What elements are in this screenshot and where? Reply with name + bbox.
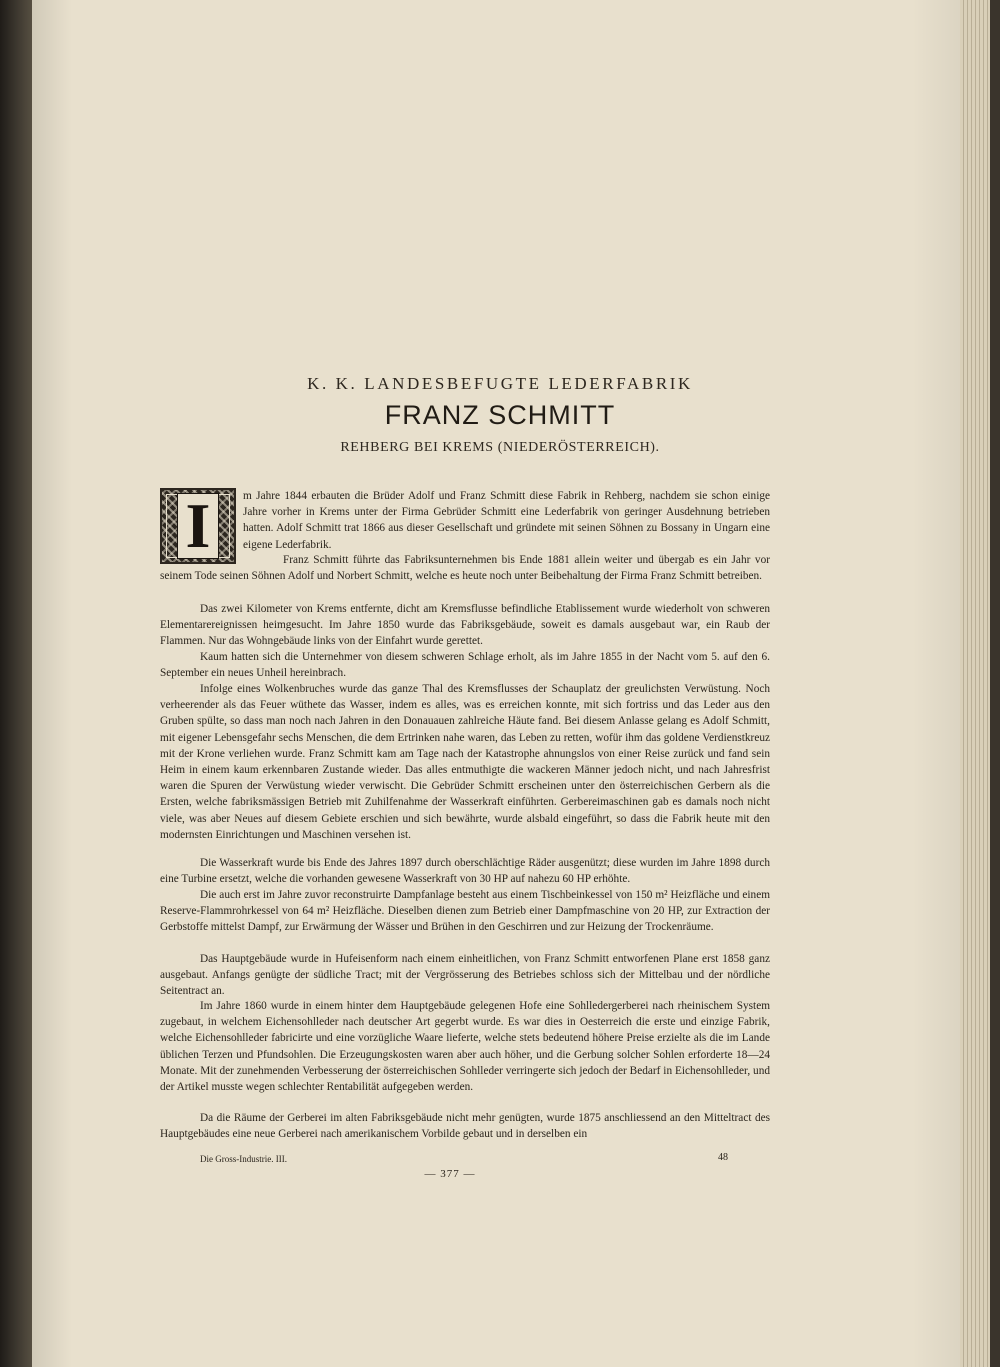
- company-supertitle: K. K. LANDESBEFUGTE LEDERFABRIK: [307, 374, 693, 393]
- book-spine: [0, 0, 34, 1367]
- paragraph-6: Die Wasserkraft wurde bis Ende des Jahres 1897 durch oberschlächtige Räder ausgenützt; diese wurden im Jahre 1898 durch eine Turbine ersetzt, welche die vorhanden gewesene Wasserkraft von 30 HP auf nahezu 60 HP erhöhte.: [160, 857, 770, 886]
- paragraph-5: Infolge eines Wolkenbruches wurde das ganze Thal des Kremsflusses der Schauplatz der greulichsten Verwüstung. Noch verheerender als das Feuer wüthete das Wasser, indem es alles, was es erreichen konnte, mit sich fortriss und das Leder aus den Gruben spülte, so dass man noch nach Jahren in den Donauauen zahlreiche Häute fand. Bei diesem Anlasse gelang es Adolf Schmitt, mit eigener Lebensgefahr sechs Menschen, die dem Ertrinken nahe waren, das Leben zu retten, wofür ihm das goldene Verdienstkreuz mit der Krone verliehen wurde. Franz Schmitt kam am Tage nach der Katastrophe ahnungslos von einer Reise zurück und fand sein Heim in einem kaum erkennbaren Zustande wieder. Das alles entmuthigte die wackeren Männer jedoch nicht, und nach Jahresfrist waren die Spuren der Verwüstung wieder verwischt. Die Gebrüder Schmitt erscheinen unter den österreichischen Gerbern als die Ersten, welche fabriksmässigen Betrieb mit Zuhilfenahme der Wasserkraft einführten. Gerbereimaschinen gab es damals noch nicht viele, was aber Neues auf diesem Gebiete erschien und sich bewährte, wurde alsbald eingeführt, so dass die Fabrik heute mit den modernsten Einrichtungen und Maschinen versehen ist.: [160, 683, 770, 841]
- paragraph-7: Die auch erst im Jahre zuvor reconstruirte Dampfanlage besteht aus einem Tischbeinkessel von 150 m² Heizfläche und einem Reserve-Flammrohrkessel von 64 m² Heizfläche. Dieselben dienen zum Betrieb einer Dampfmaschine von 20 HP, zur Extraction der Gerbstoffe mittelst Dampf, zur Erwärmung der Wässer und Brühen in den Geschirren und zur Heizung der Trockenräume.: [160, 889, 770, 934]
- paragraph-1: m Jahre 1844 erbauten die Brüder Adolf und Franz Schmitt diese Fabrik in Rehberg, nachdem sie schon einige Jahre vorher in Krems unter der Firma Gebrüder Schmitt eine Lederfabrik von geringer Ausdehnung betrieben hatten. Adolf Schmitt trat 1866 aus dieser Gesellschaft und gründete mit seinen Söhnen zu Bossany in Ungarn eine eigene Lederfabrik.: [243, 490, 770, 551]
- page-title: FRANZ SCHMITT: [384, 400, 616, 430]
- paragraph-9: Im Jahre 1860 wurde in einem hinter dem Hauptgebäude gelegenen Hofe eine Sohlledergerberei nach rheinischem System zugebaut, in welchem Eichensohlleder nach deutscher Art gegerbt wurde. Es war dies in Oesterreich die erste und einzige Fabrik, welche Eichensohlleder fabricirte und eine vorzügliche Waare lieferte, welche stets bedeutend höhere Preise erzielte als die im Lande üblichen Terzen und Pfundsohlen. Die Erzeugungskosten waren aber auch höher, und die Gerbung solcher Sohlen erforderte 18—24 Monate. Mit der zunehmenden Verbesserung der österreichischen Sohlleder verringerte sich jedoch der Bedarf in Eichensohlleder, und der Artikel musste wegen schlechter Rentabilität aufgegeben werden.: [160, 1000, 770, 1094]
- initial-letter: I: [177, 493, 220, 559]
- paragraph-10: Da die Räume der Gerberei im alten Fabriksgebäude nicht mehr genügten, wurde 1875 anschliessend an den Mitteltract des Hauptgebäudes eine neue Gerberei nach amerikanischem Vorbilde gebaut und in derselben ein: [160, 1112, 770, 1141]
- footer-series-title: Die Gross-Industrie. III.: [200, 1154, 287, 1164]
- location-subtitle: REHBERG BEI KREMS (NIEDERÖSTERREICH).: [340, 440, 660, 455]
- book-cover-edge: [990, 0, 1000, 1367]
- footer-signature-number: 48: [718, 1152, 728, 1163]
- paragraph-4: Kaum hatten sich die Unternehmer von diesem schweren Schlage erholt, als im Jahre 1855 in der Nacht vom 5. auf den 6. September ein neues Unheil hereinbrach.: [160, 651, 770, 680]
- paragraph-3: Das zwei Kilometer von Krems entfernte, dicht am Kremsflusse befindliche Etablissement wurde wiederholt von schweren Elementarereignissen heimgesucht. Im Jahre 1850 wurde das Fabriksgebäude, soweit es damals ausgebaut war, ein Raub der Flammen. Nur das Wohngebäude links von der Einfahrt wurde gerettet.: [160, 603, 770, 648]
- ornamental-initial-frame: [166, 490, 230, 561]
- page-number: — 377 —: [424, 1168, 476, 1180]
- paragraph-2: Franz Schmitt führte das Fabriksunternehmen bis Ende 1881 allein weiter und übergab es ein Jahr vor seinem Tode seinen Söhnen Adolf und Norbert Schmitt, welche es heute noch unter Beibehaltung der Firma Franz Schmitt betreiben.: [160, 554, 770, 583]
- paragraph-8: Das Hauptgebäude wurde in Hufeisenform nach einem einheitlichen, von Franz Schmitt entworfenen Plane erst 1858 ganz ausgebaut. Anfangs genügte der südliche Tract; mit der Vergrösserung des Betriebes schloss sich der Mittelbau und der nördliche Seitentract an.: [160, 953, 770, 998]
